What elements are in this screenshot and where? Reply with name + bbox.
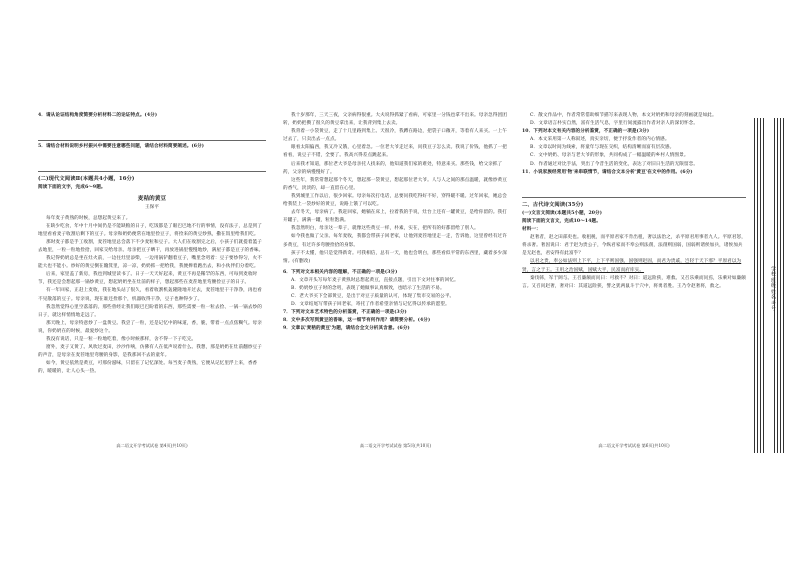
paragraph: 孩子不太懂，他只是觉得新奇。可我相信，总有一天，他也会明白，那些看似平常的东西里，藏着多少深情。(有删改) [283,250,507,264]
option-c: C．老大爷买下全部黄豆，是出于对豆子质量的认可，体现了集市交易的公平。 [291,294,455,300]
divider [38,134,266,141]
binding-stamp: 学校 班级 姓名 考号 [770,265,776,311]
option-c: C．文中奶奶、母亲与老大爷的形象，共同构成了一幅温暖的乡村人情图景。 [530,153,689,159]
page-column-3 [522,112,746,291]
page-column-2 [283,112,508,334]
option-d: D．文章结尾写带孩子回老家，寄托了作者希望亲情与记忆得以传承的愿望。 [291,302,450,308]
question-7: 7．下列对文本艺术特色的分析鉴赏，不正确的一项是(3分) [283,310,407,316]
option-c: C．散文作品中，作者常常借助细节描写来表现人物，本文对奶奶和母亲的刻画就是如此。 [530,113,717,118]
reading-instruction: 阅读下面的文言文，完成10～14题。 [522,218,601,224]
question-9: 9．文章以'麦秸的黄豆'为题，请结合全文分析其含意。(6分) [283,326,410,332]
page-footer: 高二语文开学考试试卷 第6页(共10页) [598,443,670,448]
option-d: D．作者通过对比手法，突出了今昔生活的变化，表达了对旧日生活的无限留恋。 [530,161,699,167]
question-5: 5．请结合材料说明乡村振兴中需要注意哪些问题，请结合材料简要阐述。(6分) [38,144,205,150]
question-6: 6．下列对文本相关内容的理解，不正确的一项是(3分) [283,269,398,275]
paragraph: 如今，黄豆依然是黄豆，可那份滋味，只留在了记忆深处。每当麦子黄熟，它便从记忆里浮上来，香香的，暖暖的，让人心头一热。 [38,361,258,375]
paragraph: 那时麦子都是手工收割，麦茬地里总会落下不少麦粒和豆子。大人们在收割完之后，小孩子们就提着篮子去地里，一粒一粒地捡拾，回家交给母亲。母亲把豆子晒干，再放进锅里慢慢地炒，满屋子都是豆子的香味。 [38,239,264,253]
paragraph: 后来我才知道，那位老大爷是母亲托人找来的，他知道我们家的难处，特意来买。那些钱，给父亲抓了药，父亲的病慢慢好了。 [283,161,503,175]
option-b: B．奶奶炒豆子时的念叨，表现了她做事认真细致，也暗示了生活的不易。 [291,285,445,291]
paragraph: 去年冬天，母亲病了。我赶回家，她躺在床上，拉着我的手说，灶台上还有一罐黄豆，是给你留的。我打开罐子，满满一罐，粒粒饱满。 [283,210,507,224]
question-10: 10．下列对本文有关内容的分析鉴赏，不正确的一项是(3分) [522,129,650,135]
paragraph: 我背着一小袋黄豆，走了十几里路到集上。天很冷，我蹲在路边，把袋子口敞开，等着有人来买。一上午过去了，只卖出去一点点。 [283,129,507,143]
section-header: (二)现代文阅读Ⅱ(本题共4小题，16分) [38,176,135,183]
paragraph: 后来，家里盖了新房，我也到城里读书了。日子一天天好起来，黄豆不再是稀罕的东西，可每到麦收时节，我还是会想起那一锅炒黄豆，想起奶奶坐在灶前的样子，想起那些在麦茬地里弯腰捡豆子的日子。 [38,272,258,286]
paragraph: 眼看太阳偏西，我又冷又饿，心里着急。一位老大爷走过来，问我豆子怎么卖。我说了价钱，他抓了一把看看，说豆子不错，全要了。我高兴得差点跳起来。 [283,145,507,159]
answer-space [522,177,746,191]
option-d: D．文章语言朴实自然，富有生活气息，字里行间流露出作者对亲人的深切怀念。 [530,121,699,127]
option-a: A．本文采用第一人称叙述，真实亲切，便于抒发作者的内心情感。 [530,137,670,143]
paragraph: 我记得奶奶总是坐在灶火前，一边往灶里添柴，一边用锅铲翻着豆子，嘴里念叨着：豆子要炒得匀，火不能大也不能小。炒好的黄豆倒在簸箕里，凉一凉，奶奶抓一把给我，我便捧着跑出去，和小伙伴们分着吃。 [38,256,262,270]
paragraph: 这些年，我常常想起那个冬天，想起那一袋黄豆，想起那位老大爷。人与人之间的那点温暖，就像炒黄豆的香气，淡淡的，却一直留在心里。 [283,177,507,191]
paragraph: 我没有说话，只是一粒一粒地吃着，像小时候那样，舍不得一下子吃完。 [46,336,197,342]
material-label: 材料一： [522,227,541,233]
option-a: A．文章开头写每年麦子黄熟时总想起黄豆，直接点题，引出下文对往事的回忆。 [291,277,459,283]
paragraph: 如今我也做了父亲。每年麦收，我都会带孩子回老家，让他到麦茬地里走一走，告诉他，这里曾经有过许多黄豆，有过许多弯腰捡拾的身影。 [283,234,507,248]
question-4: 4．请从论证结构角度简要分析材料二的论证特点。(4分) [38,113,158,118]
question-11: 11．小说家族经常用'物'来串联情节，请结合文本分析'黄豆'在文中的作用。(6分) [522,169,693,175]
answer-space [38,120,266,134]
divider [38,165,266,172]
question-8: 8．文中多次写到黄豆的香味，这一细节有何作用？请简要分析。(4分) [283,318,431,324]
answer-space [38,151,266,165]
paragraph: 在缺少吃食，年中十月中间仍是不能缺粮的日子，吃饭都是了眼巴巴地不行的事情，没有法子，总是到了地里看看麦子收割后剩下的豆子。母亲和奶奶便常在地里捡豆子，将捡来的黄豆炒熟，撒在饭里给我们吃。 [38,223,262,237]
paragraph: 那天晚上，母亲特意炒了一盘黄豆。我尝了一粒，还是记忆中的味道，香，脆，带着一点点焦糊气。母亲说，你奶奶在的时候，最爱炒这个。 [38,320,262,334]
section-header: 二、古代诗文阅读(35分) [522,201,584,208]
divider [522,191,746,198]
paragraph: 我忽然觉得心里空落落的。那些曾经让我们眼巴巴盼着的东西，那些需要一粒一粒去捡、一锅一锅去炒的日子，就这样悄悄地走远了。 [38,304,262,318]
paragraph: 每年麦子黄熟的时候，总想起黄豆来了。 [46,215,131,221]
article-author: 王保平 [144,205,160,211]
page-footer: 高二语文开学考试试卷 第5页(共10页) [359,443,432,448]
article-title: 麦秸的黄豆 [137,196,167,203]
paragraph: 窗外，麦子又黄了。风吹过麦田，沙沙作响，仿佛有人在低声说着什么。我想，那是奶奶在灶前翻炒豆子的声音，是母亲在麦茬地里弯腰的身影，是我那回不去的童年。 [38,345,262,359]
paragraph: 我十岁那年，三天三夜，父亲病得很重。大夫说得抓紧了看病，可家里一分钱也拿不出来。母亲急得团团转，奶奶把攒了很久的黄豆拿出来，让我背到集上去卖。 [283,113,507,127]
paragraph: 秦伐韩，军于阏与。王召廉颇而问曰：可救不？对曰：道远险狭，难救。又召乐乘而问焉，乐乘对如廉颇言。又召问赵奢，奢对曰：其道远险狭，譬之犹两鼠斗于穴中，将勇者胜。王乃令赵奢将，救之。 [522,275,746,289]
paragraph: 我到城里工作以后，很少回家。母亲每次打电话，总要问我吃得好不好，穿得暖不暖。过年回家，她总会给我装上一袋炒好的黄豆，说路上饿了可以吃。 [283,193,507,208]
paragraph: 赵奢者，赵之田部吏也。收租税，而平原君家不肯出租，奢以法治之，杀平原君用事者九人。平原君怒，将杀奢。奢因说曰：君于赵为贵公子，今纵君家而不奉公则法削，法削则国弱，国弱则诸侯加兵，诸侯加兵是无赵也，君安得有此富乎？ [522,235,746,257]
paragraph: 有一年回家，正赶上麦收，我在地头站了很久，看着收割机轰隆隆地开过去，麦茬地里干干净净，再也看不见散落的豆子。母亲说，现在谁还捡那个，机器收得干净，豆子也种得少了。 [38,288,262,302]
reading-instruction: 阅读下面的文字，完成6～9题。 [38,185,106,191]
paragraph: 以君之贵，奉公如法则上下平，上下平则国强，国强则赵固，而君为贵戚，岂轻于天下邪？平原君以为贤，言之于王。王用之治国赋，国赋大平，民富而府库实。 [522,259,742,273]
page-footer: 高二语文开学考试试卷 第4页(共10页) [116,443,188,448]
paragraph: 我忽然明白，母亲这一辈子，就像这些黄豆一样，朴素，实在，把所有的好都留给了别人。 [291,226,479,232]
page-column-1 [38,112,266,376]
subsection-header: (一)文言文阅读(本题共5小题，20分) [522,210,603,216]
option-b: B．文章以时间为线索，将童年与现在交织，结构清晰而富有层次感。 [530,145,675,151]
